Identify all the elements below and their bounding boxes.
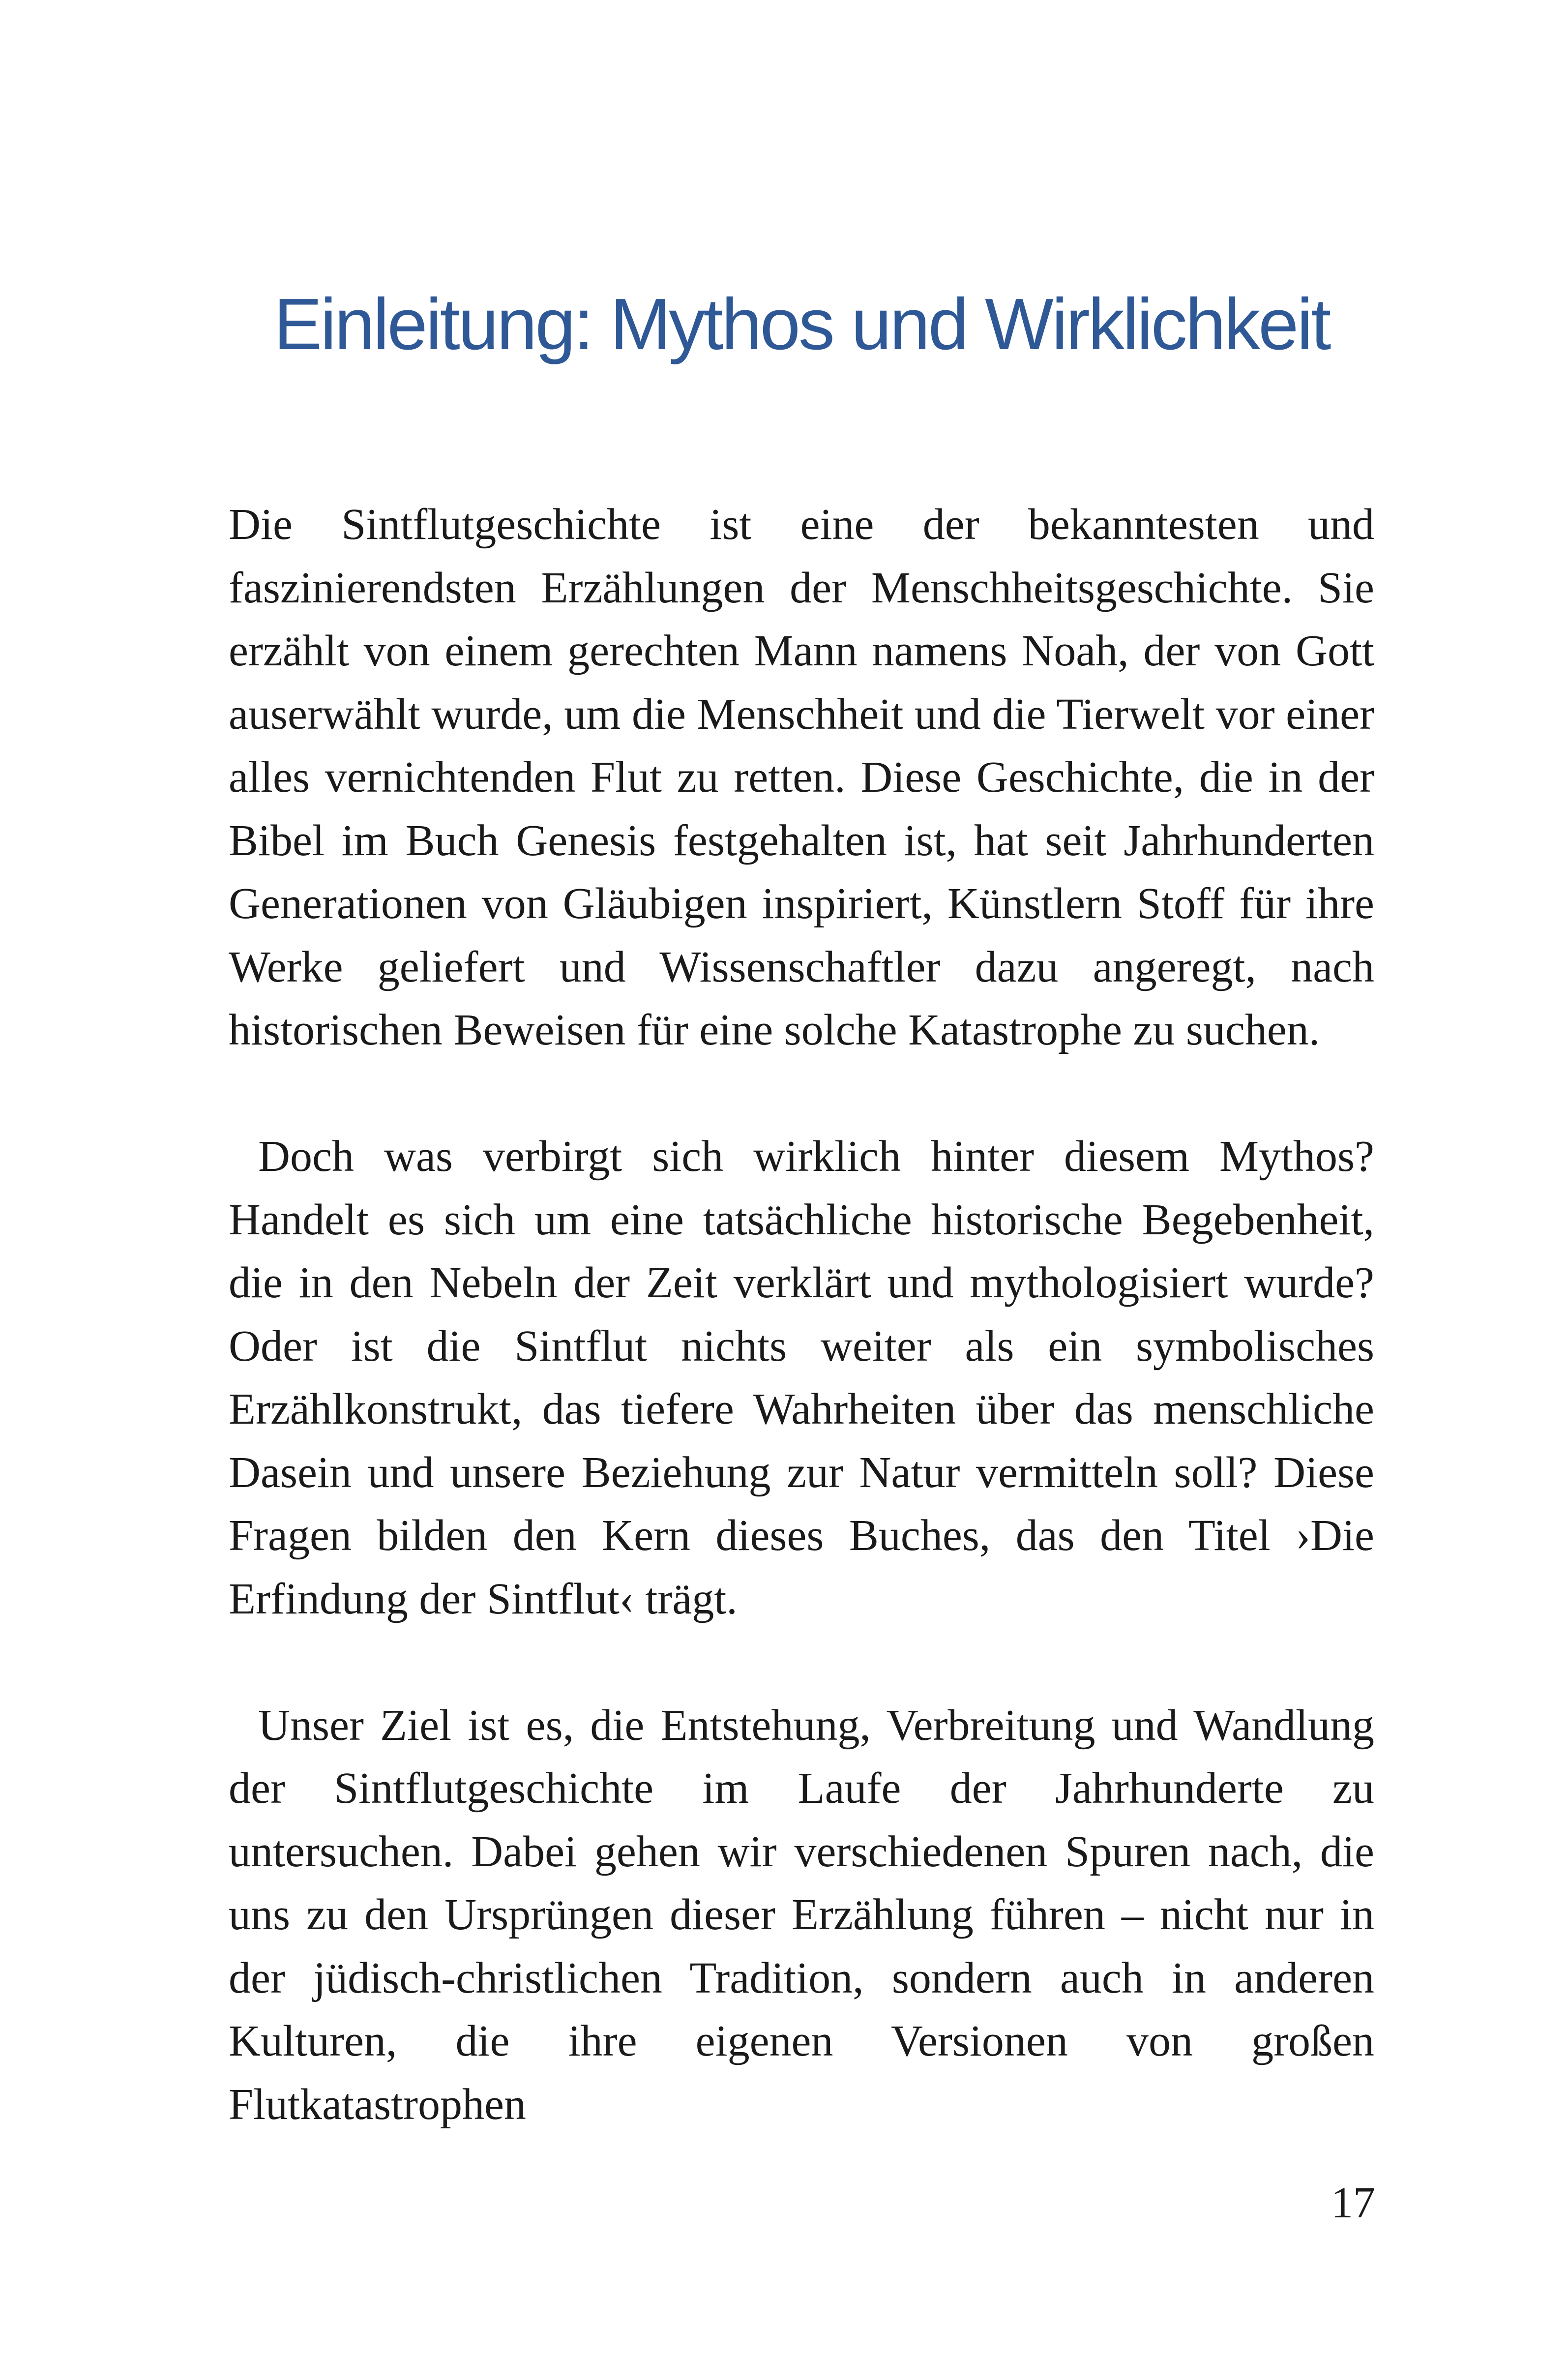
- paragraph-1: Die Sintflutgeschichte ist eine der bekanntesten und faszinierendsten Erzählungen der Menschheitsgeschichte. Sie erzählt von einem gerechten Mann namens Noah, der von Gott auserwählt wurde, um die Menschheit und die Tierwelt vor einer alles vernichtenden Flut zu retten. Diese Geschichte, die in der Bibel im Buch Genesis festgehalten ist, hat seit Jahrhunderten Generationen von Gläubigen inspiriert, Künstlern Stoff für ihre Werke geliefert und Wissenschaftler dazu angeregt, nach historischen Beweisen für eine solche Katastrophe zu suchen.: [229, 500, 1374, 1054]
- body-text: [229, 493, 1374, 2136]
- chapter-title: Einleitung: Mythos und Wirklichkeit: [273, 284, 1330, 365]
- paragraph-3: Unser Ziel ist es, die Entstehung, Verbreitung und Wandlung der Sintflutgeschichte im Laufe der Jahrhunderte zu untersuchen. Dabei gehen wir verschiedenen Spuren nach, die uns zu den Ursprüngen dieser Erzählung führen – nicht nur in der jüdisch-christlichen Tradition, sondern auch in anderen Kulturen, die ihre eigenen Versionen von großen Flutkatastrophen: [229, 1701, 1374, 2129]
- paragraph-2: Doch was verbirgt sich wirklich hinter diesem Mythos? Handelt es sich um eine tatsächliche historische Begebenheit, die in den Nebeln der Zeit verklärt und mythologisiert wurde? Oder ist die Sintflut nichts weiter als ein symbolisches Erzählkonstrukt, das tiefere Wahrheiten über das menschliche Dasein und unsere Beziehung zur Natur vermitteln soll? Diese Fragen bilden den Kern dieses Buches, das den Titel ›Die Erfindung der Sintflut‹ trägt.: [229, 1132, 1374, 1623]
- page-number: 17: [1331, 2179, 1375, 2227]
